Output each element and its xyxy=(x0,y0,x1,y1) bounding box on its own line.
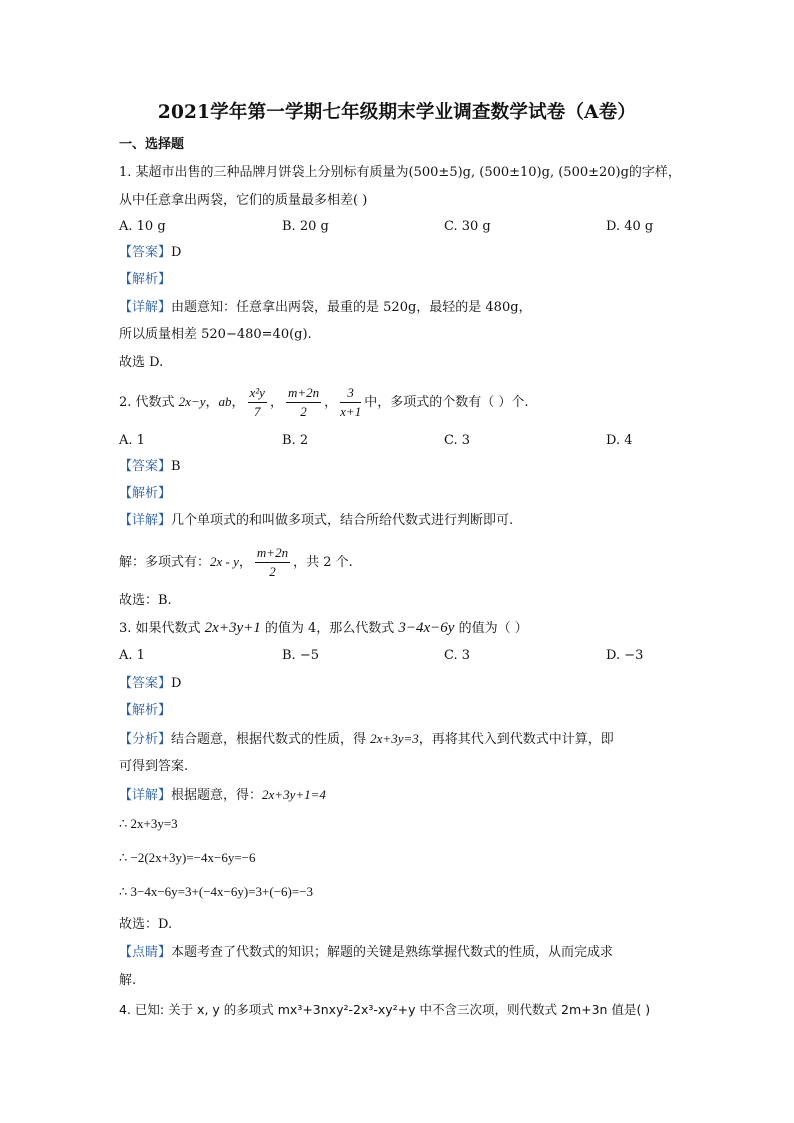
q1-detail-line2: 所以质量相差 520−480=40(g). xyxy=(119,327,312,342)
q1-option-b: B. 20 g xyxy=(282,219,329,234)
q2-option-d: D. 4 xyxy=(606,433,633,448)
q2-choose: 故选：B. xyxy=(119,593,172,608)
q3-answer: 【答案】D xyxy=(119,676,182,691)
q3-option-c: C. 3 xyxy=(444,648,471,663)
q3-fenxi-line1: 【分析】结合题意，根据代数式的性质，得 2x+3y=3，再将其代入到代数式中计算，即 xyxy=(119,731,614,747)
q3-step-1: ∴ 2x+3y=3 xyxy=(119,816,178,831)
q2-answer: 【答案】B xyxy=(119,459,181,474)
q1-stem-line2: 从中任意拿出两袋，它们的质量最多相差( ) xyxy=(119,193,368,208)
q1-stem-line1: 1. 某超市出售的三种品牌月饼袋上分别标有质量为(500±5)g, (500±10)g, (500±20)g的字样， xyxy=(119,165,681,180)
q2-solution-fraction: $\frac{m+2n}{2}$ xyxy=(256,545,289,579)
q3-option-d: D. −3 xyxy=(606,648,644,663)
q1-option-c: C. 30 g xyxy=(444,219,491,234)
q2-option-c: C. 3 xyxy=(444,433,471,448)
q4-stem: 4. 已知: 关于 x, y 的多项式 mx³+3nxy²-2x³-xy²+y 中不含三次项，则代数式 2m+3n 值是( ) xyxy=(119,1002,651,1017)
q1-option-d: D. 40 g xyxy=(606,219,654,234)
q2-stem: 2. 代数式 2x−y，ab， $\frac{\text{x²y}}{7}$ ， $\frac{m+2n}{2}$ ， $\frac{3}{x+1}$ 中，多项式的个数有（ ）个. xyxy=(119,385,529,419)
q3-dianjing-line1: 【点睛】本题考查了代数式的知识；解题的关键是熟练掌握代数式的性质，从而完成求 xyxy=(119,945,614,960)
q2-option-b: B. 2 xyxy=(282,433,309,448)
q1-option-a: A. 10 g xyxy=(119,219,166,234)
q3-fenxi-line2: 可得到答案. xyxy=(119,759,189,774)
q2-fraction-3: $\frac{3}{x+1}$ xyxy=(340,385,362,419)
answer-tag: 【答案】 xyxy=(119,245,172,260)
q1-answer xyxy=(119,244,181,262)
q3-detail: 【详解】根据题意，得：2x+3y+1=4 xyxy=(119,787,326,803)
q2-expr-2: ab xyxy=(218,394,232,409)
q3-step-2: ∴ −2(2x+3y)=−4x−6y=−6 xyxy=(119,850,256,865)
q2-expr-1: 2x−y xyxy=(178,394,206,409)
q1-answer-value: D xyxy=(171,245,182,260)
q2-fraction-1: $\frac{\text{x²y}}{7}$ xyxy=(249,385,265,419)
q2-fraction-2: $\frac{m+2n}{2}$ xyxy=(287,385,320,419)
q3-choose: 故选：D. xyxy=(119,917,173,932)
q1-analysis-tag: 【解析】 xyxy=(119,272,172,287)
q3-analysis-tag: 【解析】 xyxy=(119,703,172,718)
q1-choose: 故选 D. xyxy=(119,355,164,370)
q3-step-3: ∴ 3−4x−6y=3+(−4x−6y)=3+(−6)=−3 xyxy=(119,884,313,899)
q2-detail: 【详解】几个单项式的和叫做多项式，结合所给代数式进行判断即可. xyxy=(119,513,514,528)
q3-option-b: B. −5 xyxy=(282,648,319,663)
section-heading-choice: 一、选择题 xyxy=(119,137,185,152)
page-title: 2021学年第一学期七年级期末学业调查数学试卷（A卷） xyxy=(157,102,637,123)
q2-solution: 解：多项式有：2x - y， $\frac{m+2n}{2}$ ，共 2 个. xyxy=(119,545,353,579)
detail-tag: 【详解】 xyxy=(119,300,172,315)
q1-detail-line1: 【详解】由题意知：任意拿出两袋，最重的是 520g，最轻的是 480g， xyxy=(119,300,532,315)
q3-stem: 3. 如果代数式 2x+3y+1 的值为 4，那么代数式 3−4x−6y 的值为（ ） xyxy=(119,620,528,636)
q3-option-a: A. 1 xyxy=(119,648,145,663)
q3-dianjing-line2: 解. xyxy=(119,973,137,988)
q2-option-a: A. 1 xyxy=(119,433,145,448)
q2-analysis-tag: 【解析】 xyxy=(119,486,172,501)
